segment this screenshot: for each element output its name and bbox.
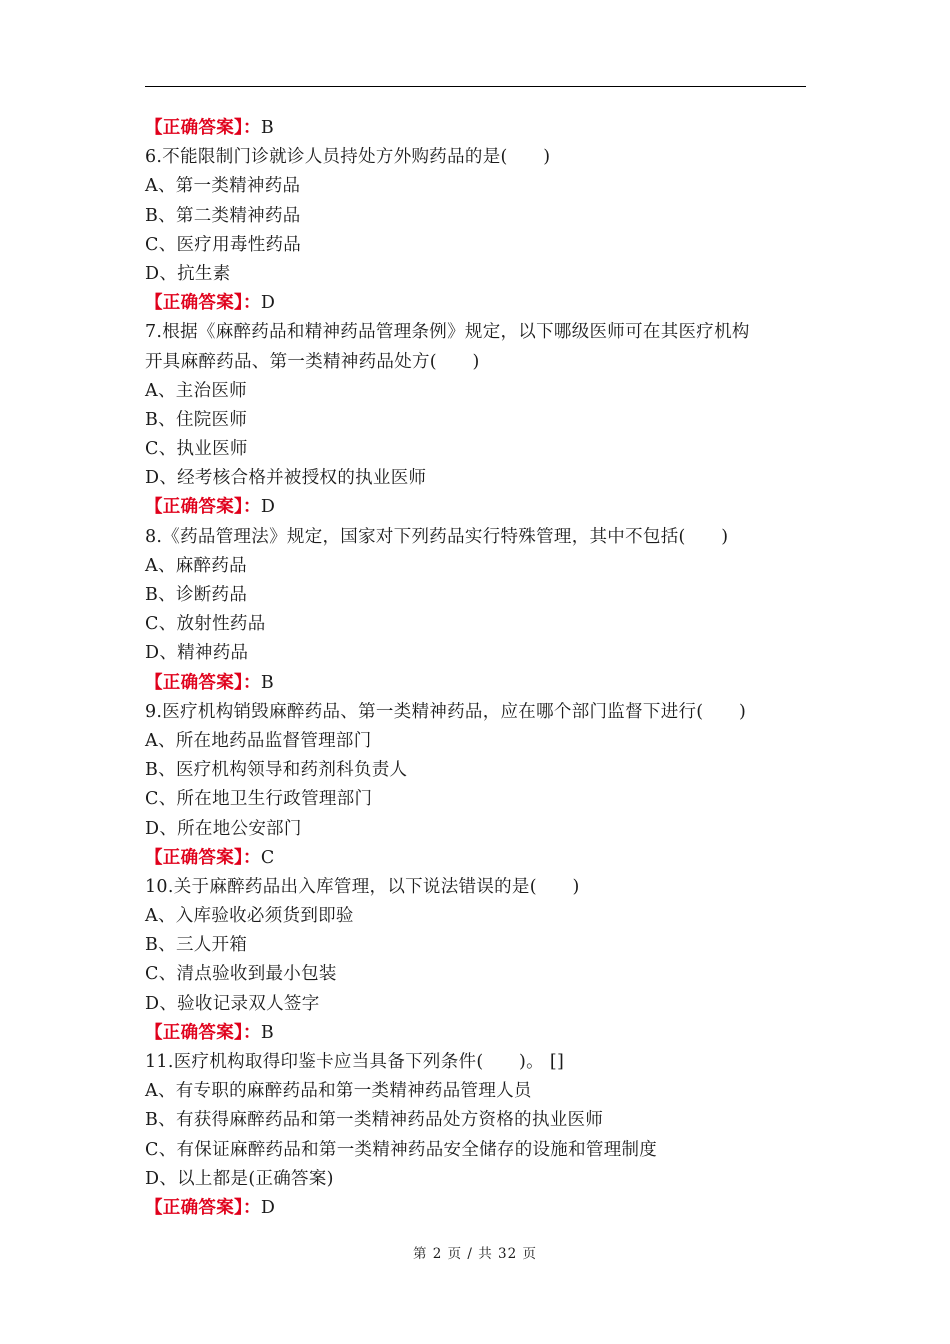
option-text: D、以上都是(正确答案): [145, 1168, 334, 1189]
option-text: A、主治医师: [145, 380, 247, 401]
answer-line: [145, 844, 815, 873]
option-text: B、医疗机构领导和药剂科负责人: [145, 760, 408, 781]
option-text: C、放射性药品: [145, 614, 266, 635]
answer-value: B: [260, 118, 275, 138]
page-number: 第 2 页 / 共 32 页: [412, 1246, 538, 1262]
question-text: 9.医疗机构销毁麻醉药品、第一类精神药品，应在哪个部门监督下进行( ): [145, 701, 747, 722]
option-text: D、验收记录双人签字: [145, 993, 320, 1014]
option-text: A、有专职的麻醉药品和第一类精神药品管理人员: [145, 1081, 532, 1102]
document-body: [145, 114, 815, 1223]
option-text: C、有保证麻醉药品和第一类精神药品安全储存的设施和管理制度: [145, 1139, 658, 1160]
answer-line: [145, 669, 815, 698]
option-text: C、医疗用毒性药品: [145, 234, 302, 255]
option-text: C、清点验收到最小包装: [145, 964, 337, 985]
option-text: D、抗生素: [145, 263, 231, 284]
option-text: A、麻醉药品: [145, 555, 247, 576]
answer-label: 【正确答案】：: [145, 672, 261, 693]
answer-value: D: [260, 497, 276, 518]
option-text: B、三人开箱: [145, 935, 248, 956]
answer-line: [145, 493, 815, 522]
answer-value: B: [260, 1022, 275, 1043]
option-text: D、精神药品: [145, 643, 249, 664]
option-text: C、执业医师: [145, 439, 248, 460]
answer-label: 【正确答案】：: [145, 118, 261, 138]
option-text: D、所在地公安部门: [145, 818, 302, 839]
question-text: 7.根据《麻醉药品和精神药品管理条例》规定，以下哪级医师可在其医疗机构: [145, 322, 750, 343]
option-text: B、第二类精神药品: [145, 205, 301, 226]
question-text: 开具麻醉药品、第一类精神药品处方( ): [145, 351, 480, 372]
question-text: 11.医疗机构取得印鉴卡应当具备下列条件( )。 []: [145, 1052, 565, 1072]
option-text: D、经考核合格并被授权的执业医师: [145, 468, 427, 489]
answer-line: [145, 114, 815, 143]
answer-value: D: [260, 293, 276, 314]
answer-line: [145, 1194, 815, 1223]
option-text: C、所在地卫生行政管理部门: [145, 789, 373, 810]
header-rule: [145, 86, 806, 87]
answer-line: [145, 289, 815, 318]
question-text: 8.《药品管理法》规定，国家对下列药品实行特殊管理，其中不包括( ): [145, 526, 729, 547]
answer-label: 【正确答案】：: [145, 1022, 261, 1043]
question-text: 6.不能限制门诊就诊人员持处方外购药品的是( ): [145, 147, 551, 168]
answer-value: B: [260, 672, 275, 693]
answer-label: 【正确答案】：: [145, 293, 261, 314]
option-text: A、第一类精神药品: [145, 176, 301, 197]
answer-value: C: [260, 847, 275, 868]
option-text: B、诊断药品: [145, 585, 248, 605]
option-text: A、所在地药品监督管理部门: [145, 730, 372, 751]
option-text: A、入库验收必须货到即验: [145, 906, 354, 927]
answer-line: [145, 1019, 815, 1048]
answer-label: 【正确答案】：: [145, 847, 261, 868]
option-text: B、有获得麻醉药品和第一类精神药品处方资格的执业医师: [145, 1110, 604, 1131]
answer-label: 【正确答案】：: [145, 497, 261, 518]
option-text: B、住院医师: [145, 409, 248, 430]
answer-value: D: [260, 1197, 276, 1218]
answer-label: 【正确答案】：: [145, 1197, 261, 1218]
question-text: 10.关于麻醉药品出入库管理，以下说法错误的是( ): [145, 876, 580, 897]
